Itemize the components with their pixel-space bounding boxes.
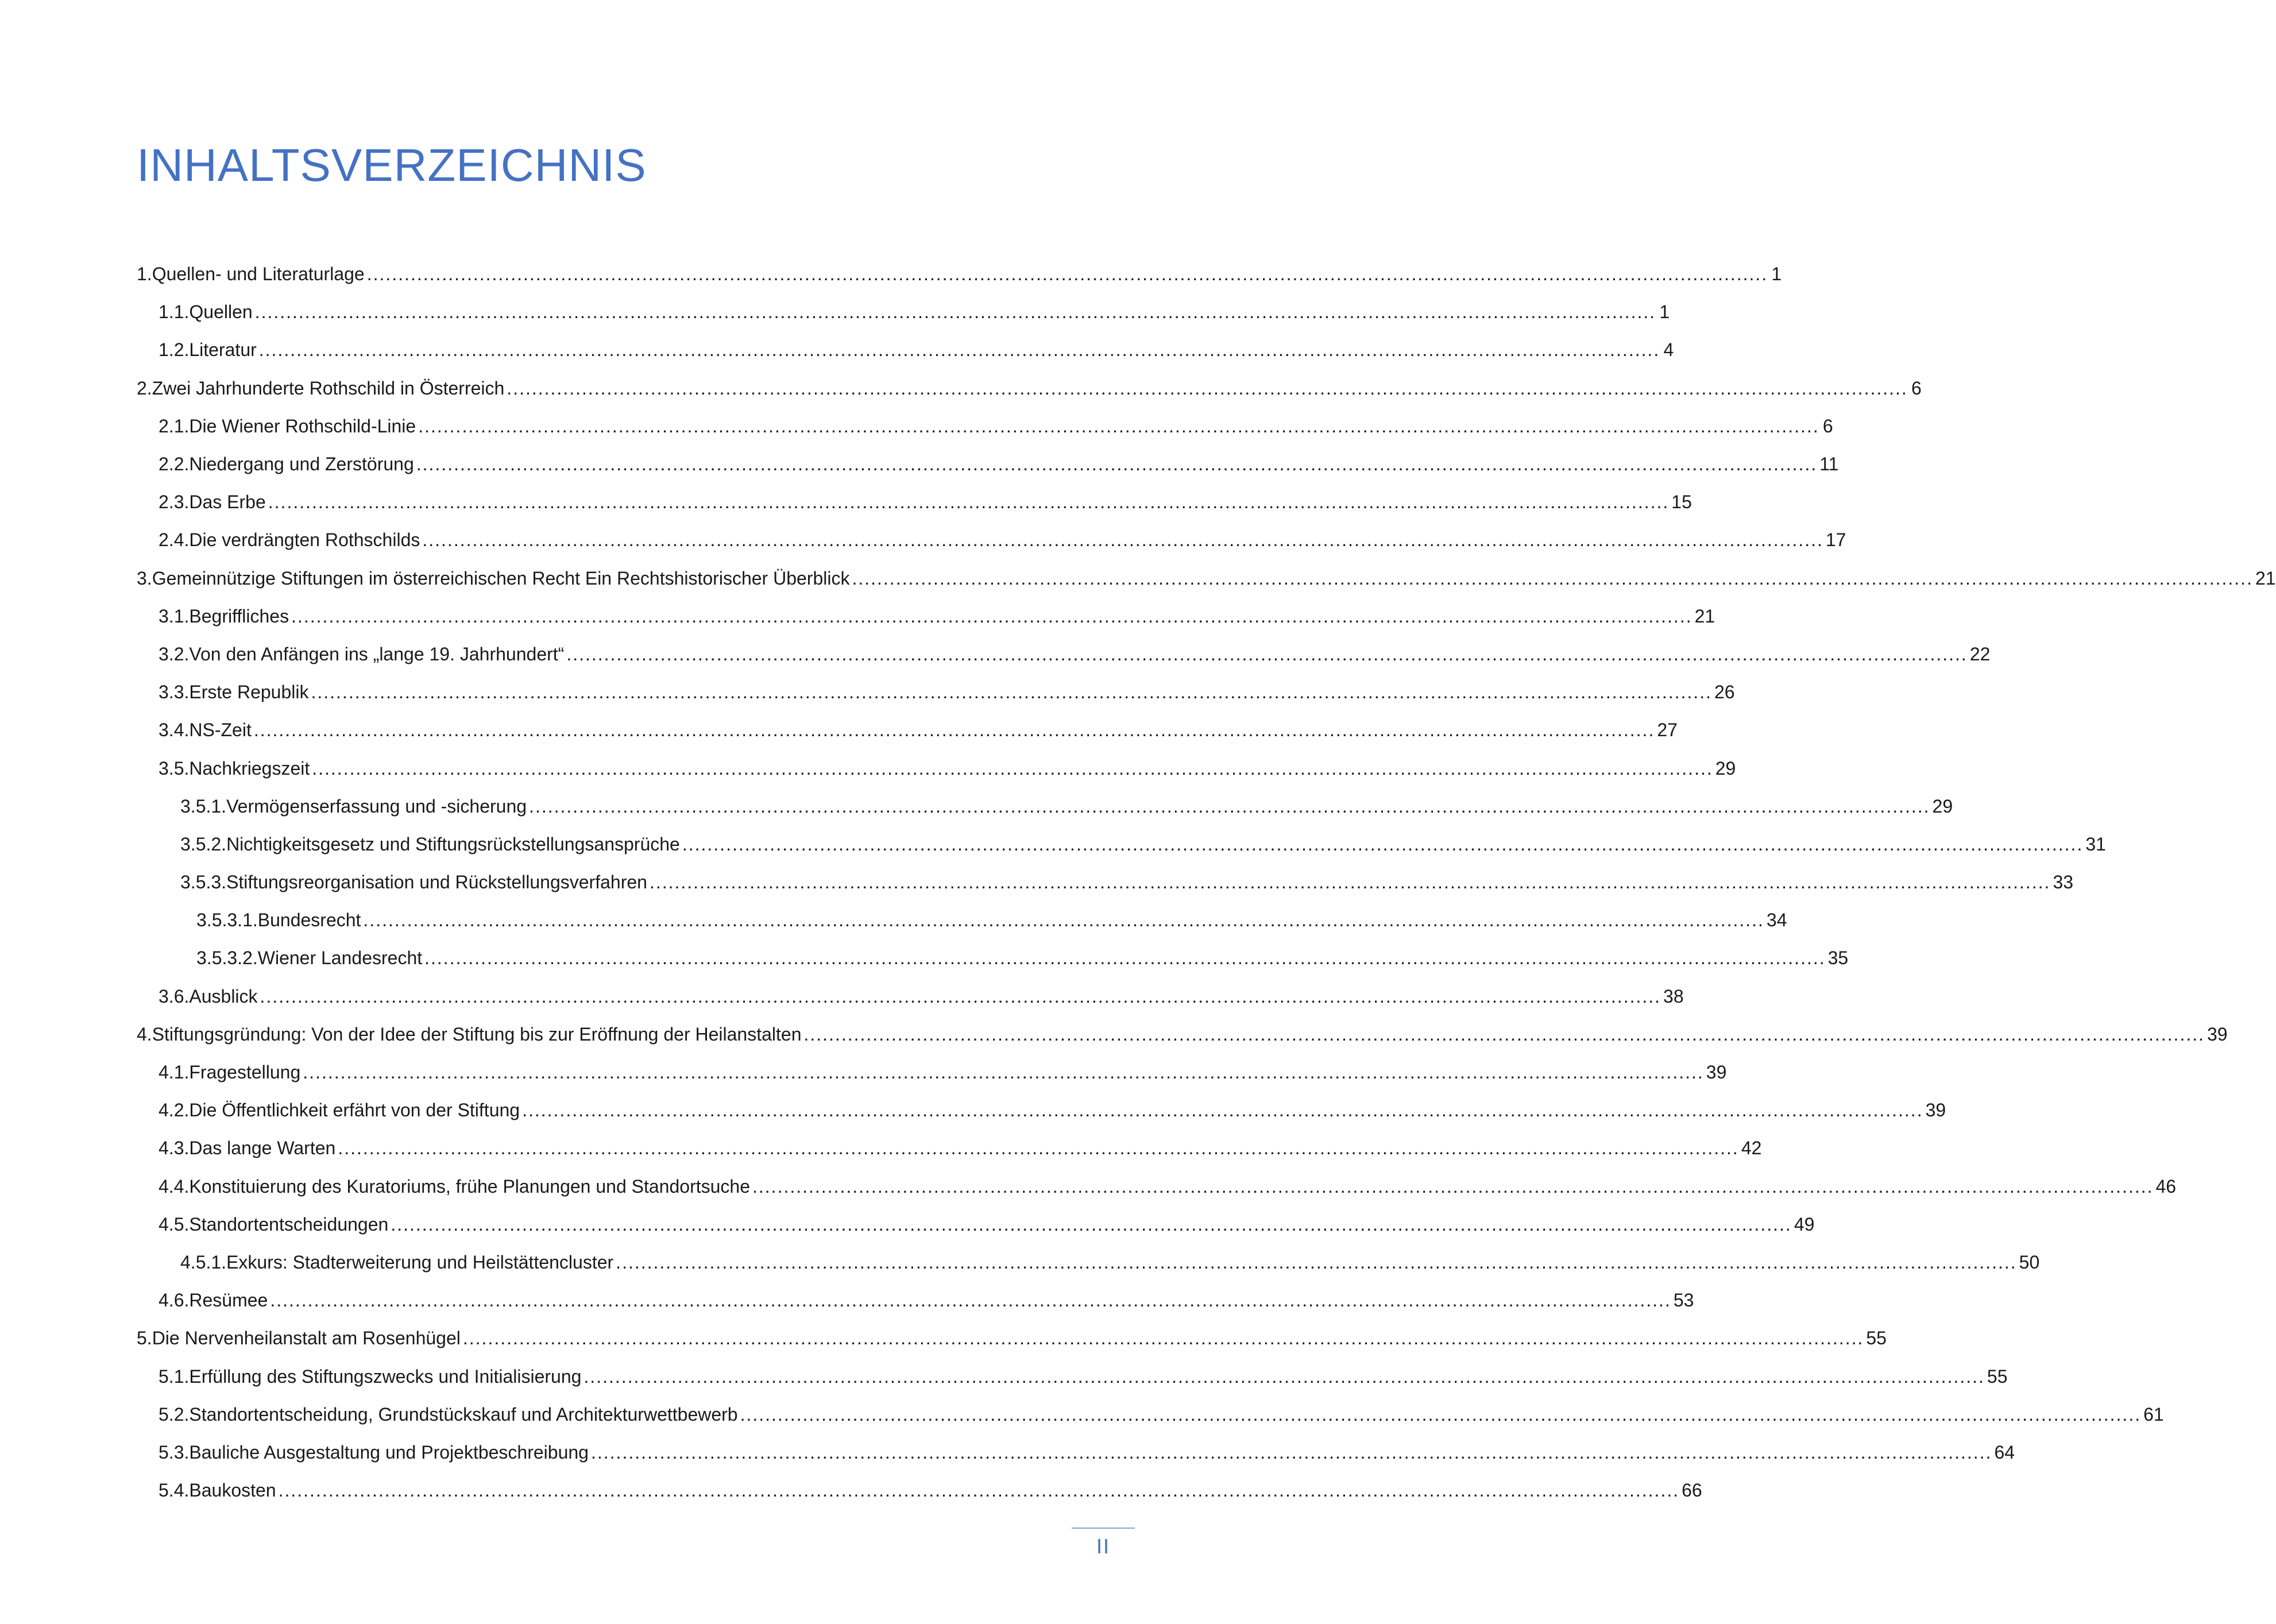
toc-entry-page: 39 (1706, 1062, 1727, 1083)
toc-dot-leader (260, 987, 1661, 1006)
toc-entry-title: Ausblick (189, 985, 258, 1007)
toc-entry-title: Begriffliches (189, 605, 289, 627)
toc-entry-page: 26 (1714, 682, 1735, 703)
toc-entry-page: 55 (1987, 1366, 2008, 1387)
toc-entry[interactable] (137, 1091, 1946, 1129)
page-number: II (1096, 1534, 1110, 1558)
toc-dot-leader (804, 1025, 2205, 1043)
toc-dot-leader (391, 1215, 1792, 1234)
toc-entry-number: 4.3. (159, 1138, 190, 1159)
toc-entry[interactable] (137, 1433, 2015, 1471)
toc-entry[interactable] (137, 559, 2276, 597)
toc-entry[interactable] (137, 1167, 2177, 1205)
toc-dot-leader (291, 607, 1692, 625)
toc-entry-page: 29 (1715, 757, 1736, 779)
toc-entry-page: 55 (1866, 1328, 1887, 1349)
toc-dot-leader (422, 531, 1823, 549)
toc-entry[interactable] (137, 711, 1678, 749)
toc-entry-number: 4.5. (159, 1213, 190, 1235)
toc-entry-number: 2.4. (159, 529, 190, 551)
toc-entry-number: 1. (137, 264, 152, 285)
toc-entry-title: Exkurs: Stadterweiterung und Heilstättencluster (226, 1251, 614, 1273)
toc-entry[interactable] (137, 1319, 1887, 1357)
toc-entry[interactable] (137, 1015, 2228, 1053)
toc-entry[interactable] (137, 1281, 1694, 1319)
toc-entry-title: Gemeinnützige Stiftungen im österreichischen Recht Ein Rechtshistorischer Überblick (152, 567, 850, 589)
toc-entry-number: 1.1. (159, 301, 190, 323)
toc-entry-page: 53 (1673, 1290, 1694, 1311)
toc-entry-number: 3.3. (159, 682, 190, 703)
toc-entry[interactable] (137, 635, 1991, 673)
toc-entry-number: 5.3. (159, 1441, 190, 1463)
toc-entry-title: Vermögenserfassung und -sicherung (226, 795, 527, 817)
toc-entry-title: Zwei Jahrhunderte Rothschild in Österreich (152, 377, 505, 399)
toc-entry-page: 1 (1771, 264, 1782, 285)
toc-entry-title: Erfüllung des Stiftungszwecks und Initialisierung (189, 1366, 582, 1387)
toc-entry-title: Fragestellung (189, 1062, 301, 1083)
toc-entry-page: 4 (1663, 339, 1674, 361)
toc-entry-number: 2.2. (159, 454, 190, 475)
toc-dot-leader (279, 1481, 1680, 1499)
toc-entry[interactable] (137, 1395, 2164, 1433)
toc-entry-title: Resümee (189, 1290, 268, 1311)
toc-dot-leader (416, 455, 1818, 473)
toc-entry-page: 38 (1663, 985, 1684, 1007)
toc-entry-title: Stiftungsgründung: Von der Idee der Stiftung bis zur Eröffnung der Heilanstalten (152, 1023, 802, 1045)
toc-entry-page: 27 (1657, 720, 1678, 741)
toc-entry-title: Standortentscheidung, Grundstückskauf und Architekturwettbewerb (189, 1403, 738, 1425)
toc-entry[interactable] (137, 901, 1787, 939)
toc-entry-title: Niedergang und Zerstörung (189, 454, 414, 475)
toc-entry-title: Bauliche Ausgestaltung und Projektbeschreibung (189, 1441, 589, 1463)
toc-entry[interactable] (137, 445, 1839, 483)
toc-entry-title: Bundesrecht (257, 910, 361, 931)
toc-entry-page: 39 (1925, 1100, 1946, 1121)
toc-entry[interactable] (137, 1205, 1815, 1243)
toc-entry[interactable] (137, 825, 2106, 863)
toc-entry-title: Die Nervenheilanstalt am Rosenhügel (152, 1328, 461, 1349)
toc-entry[interactable] (137, 977, 1684, 1015)
toc-dot-leader (529, 797, 1930, 815)
toc-dot-leader (367, 265, 1768, 283)
toc-entry-number: 3.1. (159, 605, 190, 627)
page-title: INHALTSVERZEICHNIS (137, 140, 647, 191)
toc-dot-leader (424, 949, 1826, 967)
toc-entry[interactable] (137, 407, 1833, 445)
toc-entry-number: 4.1. (159, 1062, 190, 1083)
toc-entry-page: 31 (2085, 833, 2106, 854)
toc-entry[interactable] (137, 1243, 2040, 1281)
toc-entry-page: 33 (2053, 872, 2074, 893)
toc-entry-number: 3.5.1. (180, 795, 227, 817)
toc-dot-leader (463, 1329, 1864, 1347)
toc-entry-page: 17 (1825, 529, 1846, 551)
toc-entry-page: 66 (1682, 1480, 1702, 1501)
toc-entry-title: Wiener Landesrecht (257, 948, 423, 969)
toc-entry-page: 42 (1741, 1138, 1762, 1159)
toc-entry[interactable] (137, 483, 1692, 521)
toc-dot-leader (591, 1443, 1992, 1461)
toc-entry-number: 4. (137, 1023, 152, 1045)
toc-entry[interactable] (137, 1357, 2008, 1395)
toc-entry-number: 3.5.3.1. (196, 910, 258, 931)
toc-entry-page: 29 (1932, 795, 1953, 817)
toc-entry-number: 5.1. (159, 1366, 190, 1387)
toc-entry[interactable] (137, 1471, 1702, 1509)
toc-dot-leader (255, 303, 1656, 321)
toc-entry-title: Nachkriegszeit (189, 757, 310, 779)
toc-dot-leader (270, 1291, 1671, 1309)
toc-entry-title: NS-Zeit (189, 720, 252, 741)
toc-entry-page: 61 (2143, 1403, 2164, 1425)
toc-entry-title: Literatur (189, 339, 257, 361)
toc-entry[interactable] (137, 255, 1782, 293)
toc-entry-page: 6 (1822, 415, 1833, 436)
toc-entry-page: 6 (1911, 377, 1922, 399)
toc-entry-page: 50 (2019, 1251, 2040, 1273)
toc-entry-page: 22 (1969, 643, 1991, 664)
toc-entry-title: Die verdrängten Rothschilds (189, 529, 420, 551)
toc-entry-number: 3.5.3.2. (196, 948, 258, 969)
toc-entry-number: 5.2. (159, 1403, 190, 1425)
toc-dot-leader (363, 911, 1764, 929)
toc-dot-leader (259, 341, 1660, 359)
toc-dot-leader (752, 1177, 2154, 1196)
toc-entry-number: 2.3. (159, 492, 190, 513)
toc-entry-number: 1.2. (159, 339, 190, 361)
toc-entry-title: Baukosten (189, 1480, 276, 1501)
toc-entry-number: 3.6. (159, 985, 190, 1007)
toc-entry-title: Nichtigkeitsgesetz und Stiftungsrückstellungsansprüche (226, 833, 680, 854)
toc-entry-number: 4.6. (159, 1290, 190, 1311)
toc-entry-number: 2. (137, 377, 152, 399)
toc-entry-title: Das Erbe (189, 492, 266, 513)
toc-entry[interactable] (137, 1129, 1762, 1167)
toc-entry-number: 5. (137, 1328, 152, 1349)
toc-entry-page: 64 (1994, 1441, 2015, 1463)
toc-dot-leader (507, 379, 1908, 397)
toc-entry[interactable] (137, 369, 1922, 407)
toc-dot-leader (268, 493, 1670, 511)
toc-entry-number: 3. (137, 567, 152, 589)
toc-entry-title: Die Wiener Rothschild-Linie (189, 415, 416, 436)
toc-dot-leader (740, 1405, 2142, 1424)
toc-entry[interactable] (137, 939, 1849, 977)
toc-dot-leader (254, 721, 1655, 739)
toc-entry-page: 1 (1659, 301, 1670, 323)
toc-dot-leader (312, 759, 1713, 778)
toc-dot-leader (311, 683, 1712, 701)
toc-entry-page: 35 (1827, 948, 1849, 969)
toc-entry-number: 4.2. (159, 1100, 190, 1121)
toc-entry-title: Das lange Warten (189, 1138, 336, 1159)
toc-entry-page: 15 (1671, 492, 1692, 513)
toc-entry-number: 3.5.3. (180, 872, 227, 893)
toc-entry-page: 49 (1794, 1213, 1815, 1235)
toc-entry-title: Stiftungsreorganisation und Rückstellungsverfahren (226, 872, 647, 893)
footer-divider (1072, 1528, 1135, 1529)
toc-entry[interactable] (137, 597, 1715, 635)
toc-entry-title: Standortentscheidungen (189, 1213, 389, 1235)
toc-entry-title: Erste Republik (189, 682, 309, 703)
toc-entry[interactable] (137, 521, 1846, 559)
toc-entry[interactable] (137, 673, 1735, 711)
toc-dot-leader (616, 1253, 2017, 1271)
toc-entry-page: 11 (1819, 454, 1839, 475)
toc-dot-leader (682, 835, 2084, 853)
toc-entry[interactable] (137, 331, 1674, 369)
toc-entry[interactable] (137, 749, 1736, 787)
toc-entry-number: 5.4. (159, 1480, 190, 1501)
toc-dot-leader (852, 569, 2253, 587)
toc-entry-title: Quellen (189, 301, 253, 323)
toc-entry[interactable] (137, 1053, 1727, 1091)
toc-entry-page: 21 (2255, 567, 2276, 589)
toc-entry-title: Konstituierung des Kuratoriums, frühe Planungen und Standortsuche (189, 1176, 750, 1197)
toc-entry-title: Quellen- und Literaturlage (152, 264, 365, 285)
toc-entry-number: 3.5.2. (180, 833, 227, 854)
toc-entry-number: 3.4. (159, 720, 190, 741)
toc-entry-number: 3.5. (159, 757, 190, 779)
toc-dot-leader (650, 873, 2051, 891)
toc-entry-page: 34 (1766, 910, 1787, 931)
toc-dot-leader (303, 1063, 1704, 1081)
toc-entry-number: 2.1. (159, 415, 190, 436)
toc-dot-leader (584, 1367, 1985, 1386)
toc-entry[interactable] (137, 293, 1670, 331)
toc-entry-page: 21 (1694, 605, 1715, 627)
toc-entry-number: 4.4. (159, 1176, 190, 1197)
toc-entry-title: Von den Anfängen ins „lange 19. Jahrhundert“ (189, 643, 565, 664)
toc-entry-number: 4.5.1. (180, 1251, 227, 1273)
table-of-contents (137, 255, 2276, 1509)
toc-entry-page: 46 (2155, 1176, 2177, 1197)
toc-dot-leader (418, 417, 1819, 435)
toc-entry[interactable] (137, 787, 1953, 825)
toc-dot-leader (522, 1101, 1923, 1119)
toc-dot-leader (566, 645, 1968, 663)
toc-entry-page: 39 (2207, 1023, 2228, 1045)
toc-entry-number: 3.2. (159, 643, 190, 664)
toc-entry[interactable] (137, 863, 2074, 901)
toc-entry-title: Die Öffentlichkeit erfährt von der Stiftung (189, 1100, 520, 1121)
toc-dot-leader (338, 1139, 1739, 1157)
